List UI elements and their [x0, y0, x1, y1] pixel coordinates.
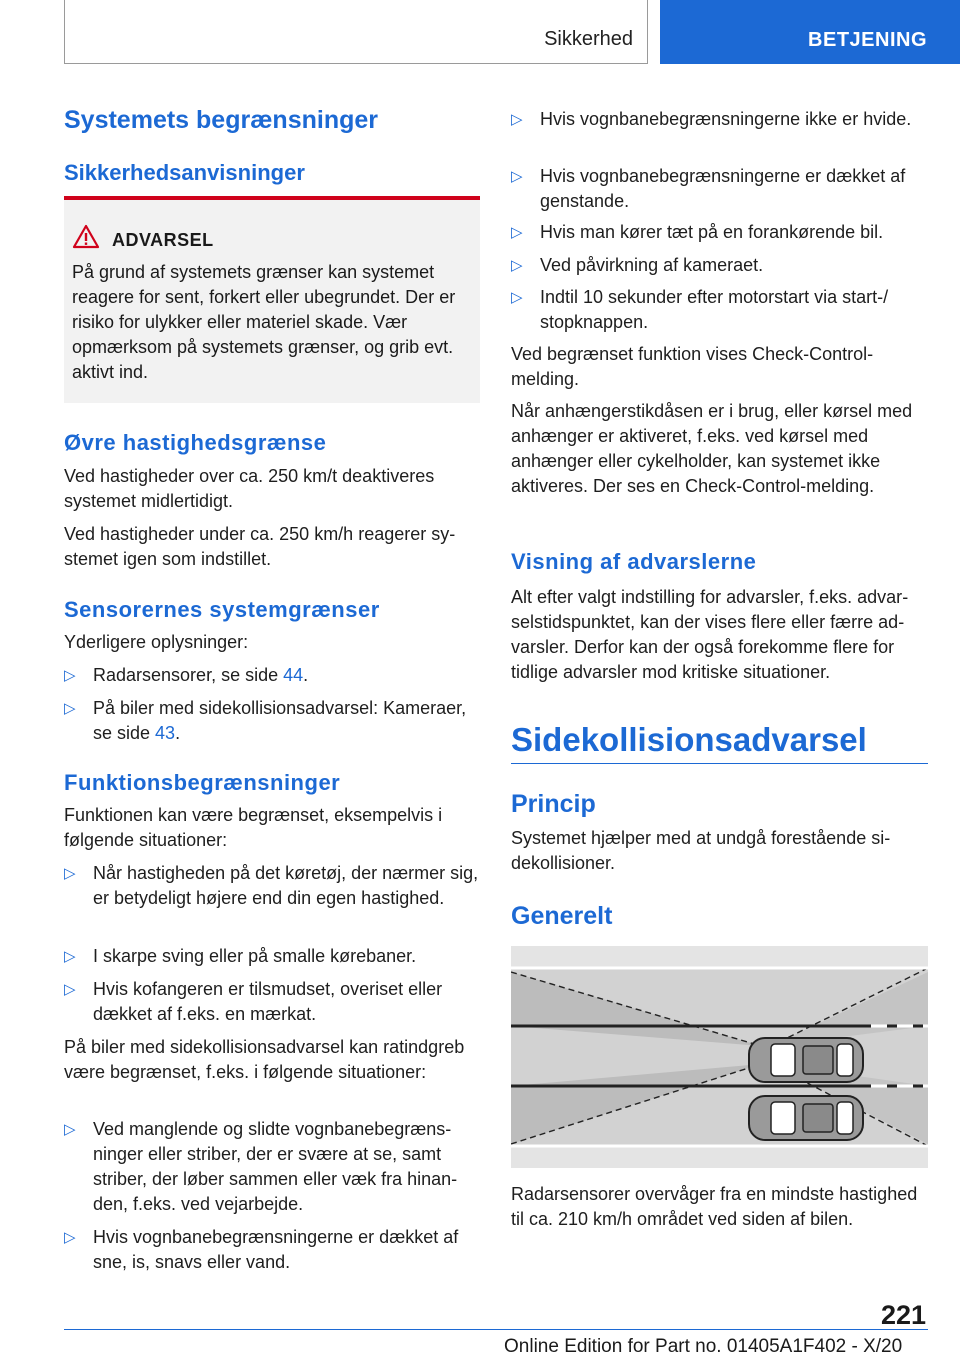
- principle-heading: Princip: [511, 790, 596, 818]
- warning-display-heading: Visning af advarslerne: [511, 549, 757, 574]
- page-link-44[interactable]: 44: [283, 665, 304, 685]
- list-item: ▷ Radarsensorer, se side 44.: [64, 663, 480, 688]
- list-item: ▷ På biler med sidekollisionsadvarsel: Kameraer, se side 43.: [64, 698, 467, 743]
- triangle-bullet-icon: ▷: [64, 981, 76, 998]
- warning-title: ADVARSEL: [112, 230, 214, 250]
- speed-paragraph-2: Ved hastigheder under ca. 250 km/h reagerer systemet igen som indstillet.: [64, 524, 456, 569]
- function-limits-heading: Funktionsbegrænsninger: [64, 770, 341, 795]
- trailer-paragraph: Når anhængerstikdåsen er i brug, eller kørsel med anhænger er aktiveret, f.eks. ved kørsel med anhænger eller cykelholder, kan systemet ikke aktiveres. Der ses en Check-Control-melding.: [511, 401, 913, 496]
- list-item: ▷ Ved påvirkning af kameraet.: [511, 253, 928, 278]
- side-collision-figure: [511, 946, 928, 1168]
- figure-caption: Radarsensorer overvåger fra en mindste hastighed til ca. 210 km/h området ved siden af bilen.: [511, 1184, 918, 1229]
- list-item: ▷ Når hastigheden på det køretøj, der nærmer sig, er betydeligt højere end din egen hastighed.: [64, 863, 479, 908]
- triangle-bullet-icon: ▷: [64, 1121, 76, 1138]
- function-intro: Funktionen kan være begrænset, eksempelvis i følgende situationer:: [64, 805, 443, 850]
- triangle-bullet-icon: ▷: [511, 111, 523, 128]
- triangle-bullet-icon: ▷: [511, 289, 523, 306]
- sensor-intro: Yderligere oplysninger:: [64, 632, 249, 652]
- triangle-bullet-icon: ▷: [64, 700, 76, 717]
- sensor-heading: Sensorernes systemgrænser: [64, 597, 380, 622]
- warning-text: På grund af systemets grænser kan systemet reagere for sent, forkert eller ubegrundet. Der er risiko for ulykker eller materiel skade. Vær opmærksom på systemets grænser, og grib evt. aktivt ind.: [72, 262, 456, 382]
- list-item: ▷ Hvis vognbanebegrænsningerne er dækket af sne, is, snavs eller vand.: [64, 1227, 459, 1272]
- side-collision-title: Sidekollisionsadvarsel: [511, 721, 867, 758]
- page-number: 221: [880, 1300, 926, 1330]
- header-chapter-label: BETJENING: [808, 29, 927, 51]
- title-divider: [511, 763, 928, 764]
- triangle-bullet-icon: ▷: [64, 948, 76, 965]
- list-item: ▷ Hvis kofangeren er tilsmudset, overiset eller dækket af f.eks. en mærkat.: [64, 979, 443, 1024]
- list-item: ▷ Indtil 10 sekunder efter motorstart via start-/ stopknappen.: [511, 287, 889, 332]
- check-control-paragraph: Ved begrænset funktion vises Check-Control-melding.: [511, 344, 874, 389]
- warning-box: [64, 196, 480, 403]
- triangle-bullet-icon: ▷: [511, 168, 523, 185]
- warning-display-text: Alt efter valgt indstilling for advarsler, f.eks. advarselstidspunktet, kan der vises flere eller færre advarsler. Derfor kan der også forekomme flere for tidlige advarsler mod kritiske situationer.: [511, 587, 909, 682]
- list-item: ▷ Hvis man kører tæt på en forankørende bil.: [511, 220, 928, 245]
- principle-text: Systemet hjælper med at undgå forestående sidekollisioner.: [511, 828, 891, 873]
- page-title: Systemets begrænsninger: [64, 106, 378, 134]
- triangle-bullet-icon: ▷: [511, 257, 523, 274]
- header-chapter-tab[interactable]: [660, 0, 960, 64]
- warning-triangle-icon: [72, 224, 100, 250]
- header-section-title: Sikkerhed: [544, 28, 633, 50]
- list-item: ▷ Ved manglende og slidte vognbanebegrænsninger eller striber, der er svære at se, samt striber, der løber sammen eller væk fra hinanden, f.eks. ved vejarbejde.: [64, 1119, 458, 1214]
- page-link-43[interactable]: 43: [155, 723, 176, 743]
- footer-edition: Online Edition for Part no. 01405A1F402 - X/20: [504, 1336, 903, 1357]
- header-section-box: [64, 0, 648, 64]
- triangle-bullet-icon: ▷: [64, 667, 76, 684]
- triangle-bullet-icon: ▷: [511, 224, 523, 241]
- safety-heading: Sikkerhedsanvisninger: [64, 160, 305, 185]
- list-item: ▷ Hvis vognbanebegrænsningerne ikke er hvide.: [511, 107, 928, 132]
- speed-paragraph-1: Ved hastigheder over ca. 250 km/t deaktiveres systemet midlertidigt.: [64, 466, 435, 511]
- radar-coverage-diagram: [511, 946, 928, 1168]
- general-heading: Generelt: [511, 902, 613, 930]
- steering-paragraph: På biler med sidekollisionsadvarsel kan ratindgreb være begrænset, f.eks. i følgende situationer:: [64, 1037, 465, 1082]
- triangle-bullet-icon: ▷: [64, 1229, 76, 1246]
- list-item: ▷ I skarpe sving eller på smalle kørebaner.: [64, 944, 480, 969]
- triangle-bullet-icon: ▷: [64, 865, 76, 882]
- speed-limit-heading: Øvre hastighedsgrænse: [64, 430, 327, 455]
- list-item: ▷ Hvis vognbanebegrænsningerne er dækket af genstande.: [511, 166, 906, 211]
